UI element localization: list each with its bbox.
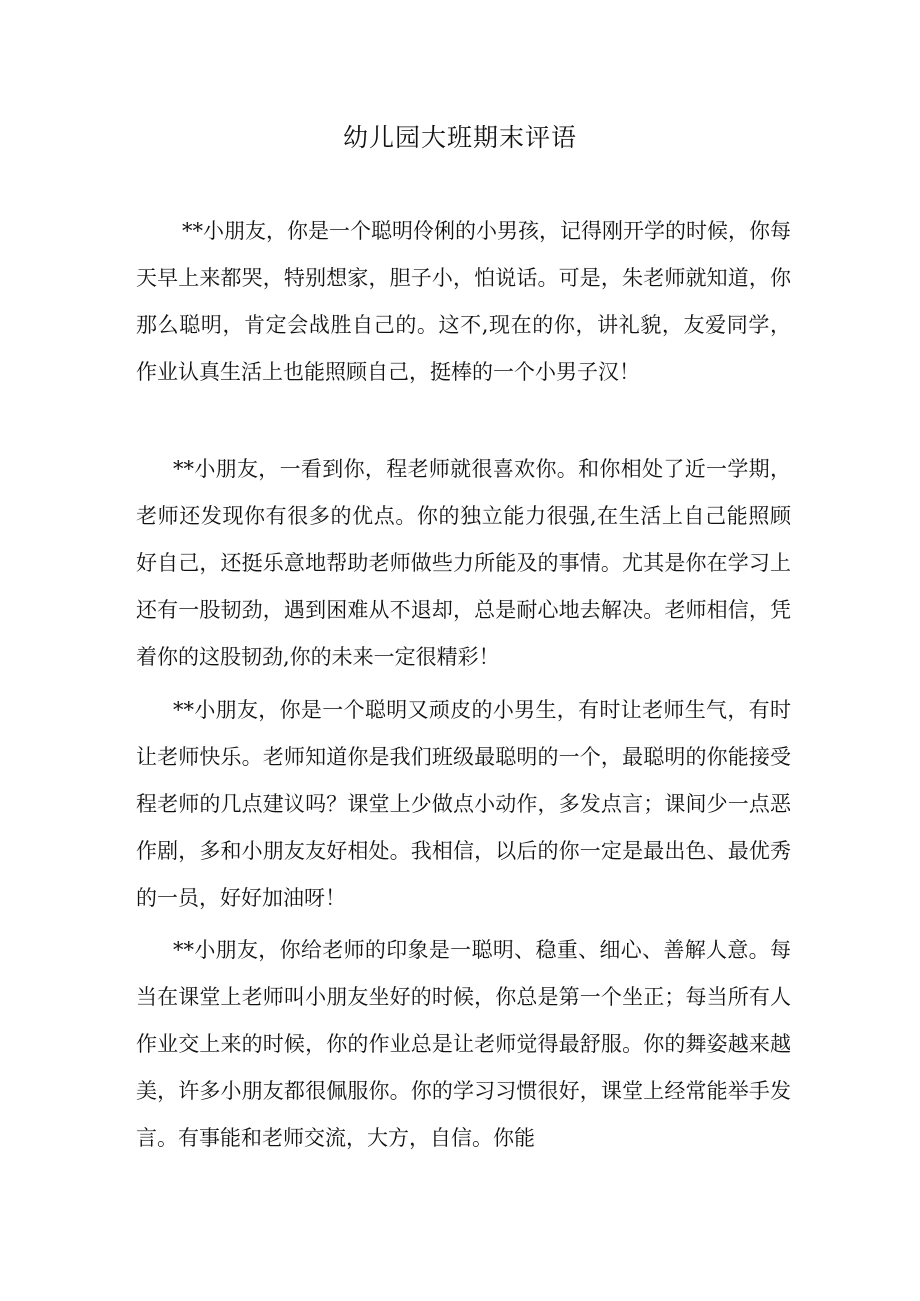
comment-paragraph-3: **小朋友，你是一个聪明又顽皮的小男生，有时让老师生气，有时让老师快乐。老师知道你是我们班级最聪明的一个，最聪明的你能接受程老师的几点建议吗？课堂上少做点小动作，多发点言；课间少一点恶作剧，多和小朋友友好相处。我相信，以后的你一定是最出色、最优秀的一员，好好加油呀！ (136, 698, 791, 910)
comment-paragraph-4: **小朋友，你给老师的印象是一聪明、稳重、细心、善解人意。每当在课堂上老师叫小朋友坐好的时候，你总是第一个坐正；每当所有人作业交上来的时候，你的作业总是让老师觉得最舒服。你的舞姿越来越美，许多小朋友都很佩服你。你的学习习惯很好，课堂上经常能举手发言。有事能和老师交流，大方，自信。你能 (136, 938, 791, 1150)
comment-paragraph-1: **小朋友，你是一个聪明伶俐的小男孩，记得刚开学的时候，你每天早上来都哭，特别想家，胆子小，怕说话。可是，朱老师就知道，你那么聪明，肯定会战胜自己的。这不,现在的你，讲礼貌，友爱同学，作业认真生活上也能照顾自己，挺棒的一个小男子汉！ (136, 219, 791, 384)
document-title: 幼儿园大班期末评语 (342, 123, 577, 152)
comment-paragraph-2: **小朋友，一看到你，程老师就很喜欢你。和你相处了近一学期，老师还发现你有很多的优点。你的独立能力很强,在生活上自己能照顾好自己，还挺乐意地帮助老师做些力所能及的事情。尤其是你在学习上还有一股韧劲，遇到困难从不退却，总是耐心地去解决。老师相信，凭着你的这股韧劲,你的未来一定很精彩！ (136, 457, 791, 669)
